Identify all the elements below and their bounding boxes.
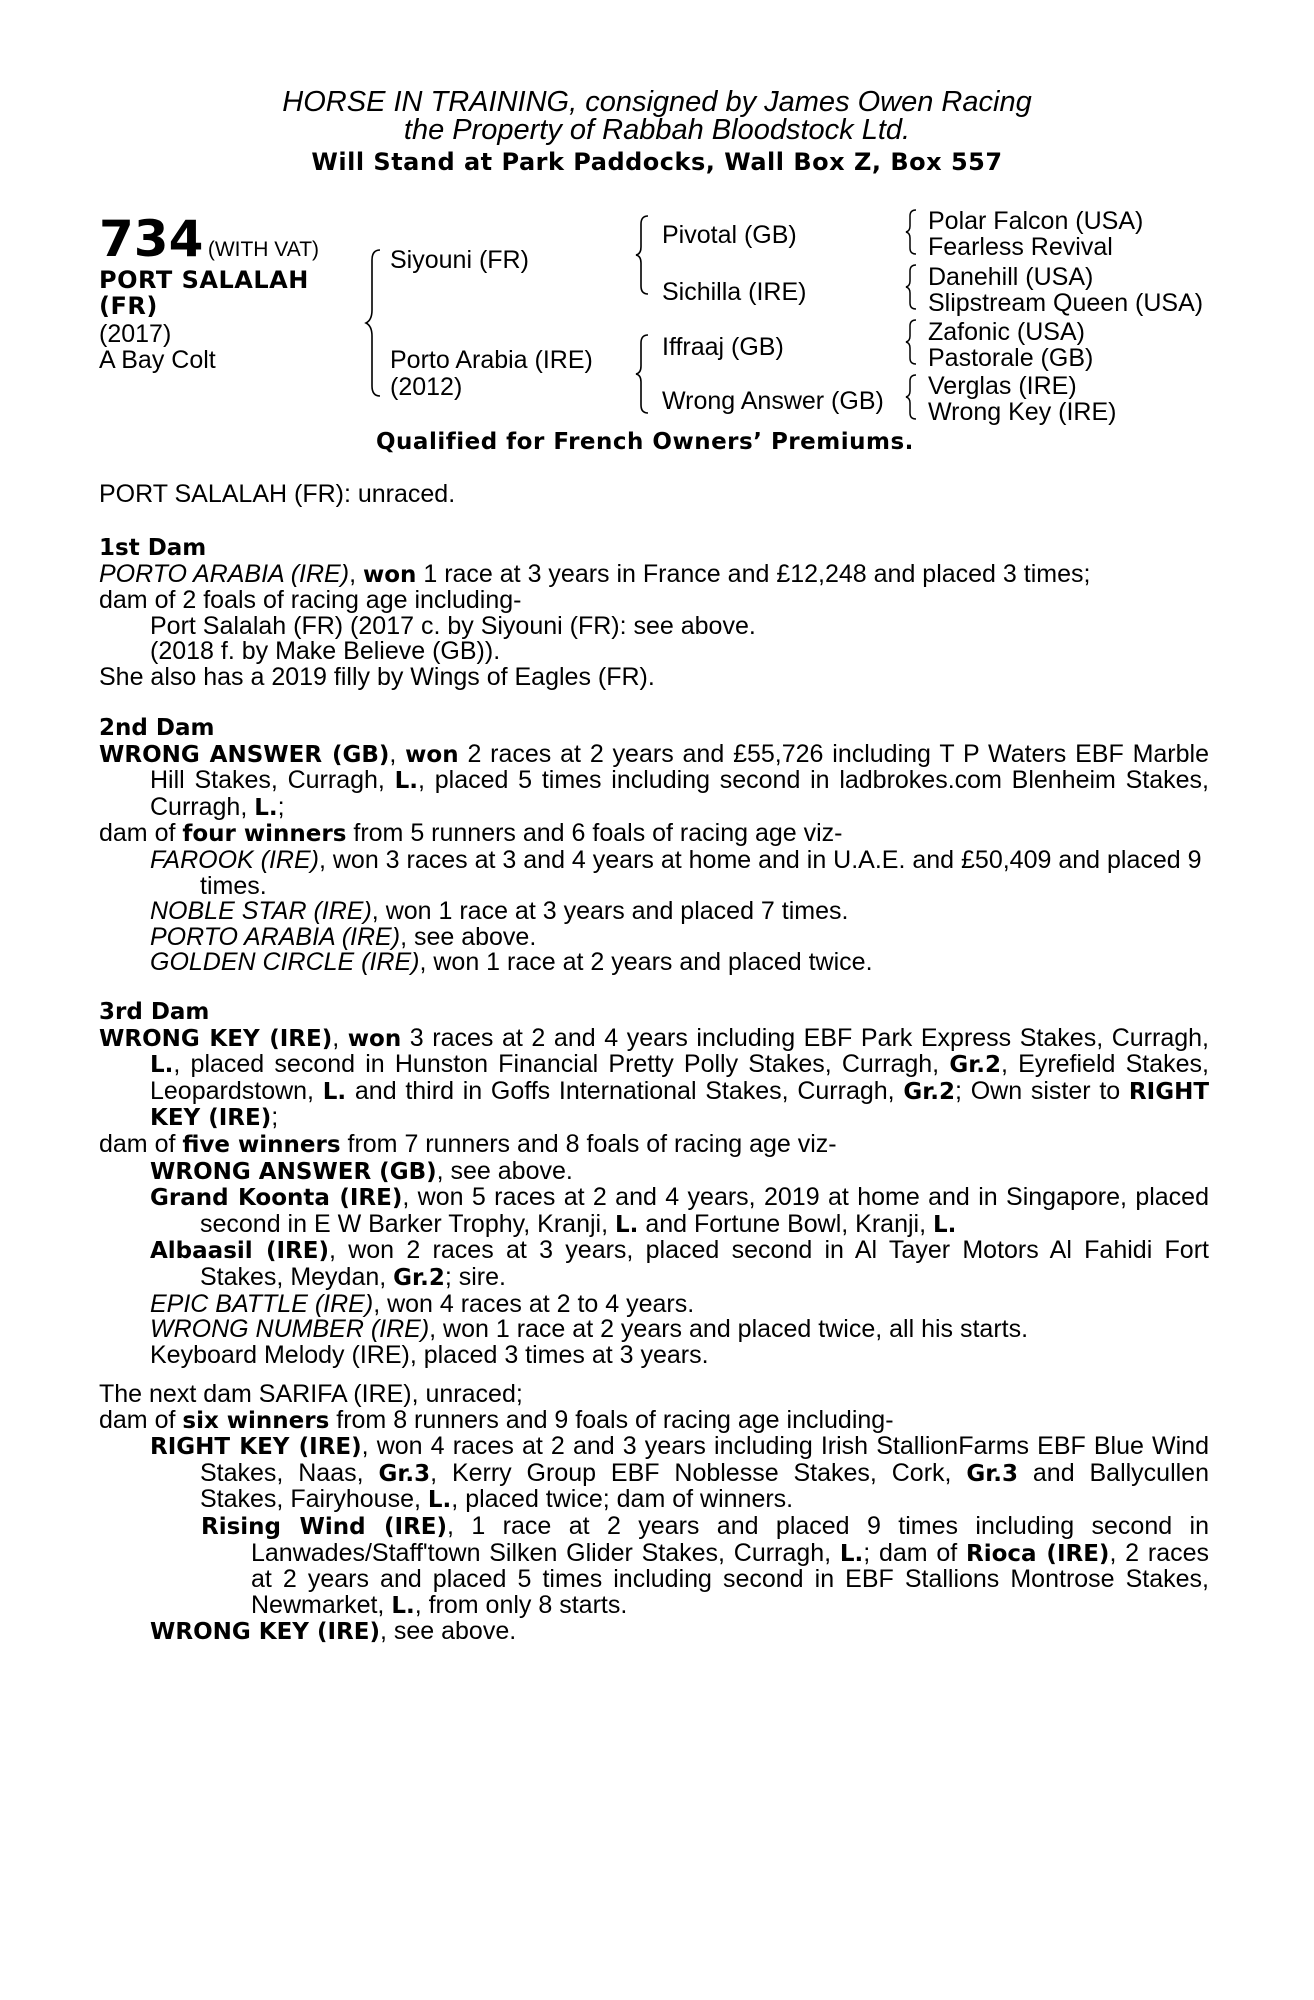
third-dam-heading: 3rd Dam [99, 999, 210, 1025]
progeny-record: , won 1 race at 3 years and placed 7 times. [371, 897, 849, 926]
progeny-name: PORTO ARABIA (IRE) [150, 922, 401, 951]
progeny-entry [99, 922, 1209, 951]
first-dam-produce-line: dam of 2 foals of racing age including- [99, 586, 522, 615]
pedigree-g5: Zafonic (USA) [928, 318, 1085, 346]
progeny-record: , 2 races at 2 years and placed 5 times including second in EBF Stallions Montrose Stakes, Newmarket, [251, 1538, 1209, 1619]
progeny-record: ; dam of [863, 1538, 967, 1567]
pedigree-sire-sire: Pivotal (GB) [662, 221, 797, 249]
lot-number: 734 [99, 210, 204, 268]
progeny-name: Grand Koonta (IRE) [150, 1185, 403, 1212]
header-property: the Property of Rabbah Bloodstock Ltd. [403, 114, 911, 146]
progeny-name: WRONG ANSWER (GB) [150, 1158, 437, 1185]
pedigree-brace-g4 [906, 373, 920, 421]
winners-count: four winners [182, 821, 347, 848]
progeny-entry [99, 1619, 1209, 1646]
foaling-year: (2017) [99, 320, 172, 348]
progeny-entry [99, 1185, 1209, 1238]
fourth-dam-line: The next dam SARIFA (IRE), unraced; [99, 1380, 523, 1408]
first-dam-note: She also has a 2019 filly by Wings of Eagles (FR). [99, 662, 655, 691]
first-dam-foal: (2018 f. by Make Believe (GB)). [150, 637, 501, 666]
sibling-name: RIGHT KEY (IRE) [150, 1078, 1210, 1132]
pedigree-brace-main [366, 248, 386, 398]
pedigree-sire-dam: Sichilla (IRE) [662, 278, 807, 306]
pedigree-sire: Siyouni (FR) [390, 246, 529, 274]
third-dam-section [99, 1000, 1209, 1368]
progeny-entry [99, 1238, 1209, 1291]
pedigree-dam-year: (2012) [390, 373, 463, 401]
progeny-entry [99, 899, 1209, 925]
produce-text: dam of [99, 1405, 183, 1434]
horse-name: PORT SALALAH [99, 266, 309, 294]
race-grade: L. [322, 1078, 347, 1105]
first-dam-section [99, 536, 1209, 691]
progeny-record: , won 4 races at 2 and 3 years including Irish StallionFarms EBF Blue Wind Stakes, Naas, [200, 1432, 1209, 1487]
progeny-entry [99, 1317, 1209, 1343]
record-text: , placed 5 times including second in ladbrokes.com Blenheim Stakes, Curragh, [150, 766, 1209, 821]
produce-text: from 7 runners and 8 foals of racing age viz- [340, 1129, 837, 1158]
record-text: ; [277, 792, 285, 821]
first-dam-heading: 1st Dam [99, 535, 207, 561]
race-grade: L. [614, 1211, 639, 1238]
vat-label: (WITH VAT) [207, 238, 320, 261]
progeny-name: Albaasil (IRE) [150, 1238, 329, 1265]
progeny-name: Rioca (IRE) [966, 1540, 1110, 1567]
race-grade: Gr.2 [393, 1264, 445, 1291]
horse-description: A Bay Colt [99, 346, 216, 374]
second-dam-heading: 2nd Dam [99, 715, 215, 741]
race-record: PORT SALALAH (FR): unraced. [99, 480, 456, 508]
progeny-name: GOLDEN CIRCLE (IRE) [150, 948, 420, 977]
first-dam-line: PORTO ARABIA (IRE), won 1 race at 3 years in France and £12,248 and placed 3 times; [99, 559, 1091, 588]
progeny-name: NOBLE STAR (IRE) [150, 897, 372, 926]
progeny-record: , won 2 races at 3 years, placed second in Al Tayer Motors Al Fahidi Fort Stakes, Meydan, [200, 1236, 1209, 1291]
pedigree-g8: Wrong Key (IRE) [928, 398, 1117, 426]
first-dam-foal: Port Salalah (FR) (2017 c. by Siyouni (FR): see above. [150, 611, 756, 640]
produce-text: from 5 runners and 6 foals of racing age viz- [346, 819, 843, 848]
record-text: 3 races at 2 and 4 years including EBF Park Express Stakes, Curragh, [401, 1023, 1209, 1052]
produce-text: dam of [99, 819, 183, 848]
race-grade: L. [932, 1211, 957, 1238]
race-grade: L. [150, 1052, 174, 1079]
pedigree-brace-g3 [906, 318, 920, 366]
third-dam-line: WRONG KEY (IRE), won 3 races at 2 and 4 years including EBF Park Express Stakes, Curragh, L., placed second in Hunston Financial Pretty Polly Stakes, Curragh, Gr.2, Eyrefield Stakes, Leopardstown, L. and third in Goffs International Stakes, Curragh, Gr.2; Own sister to RIGHT KEY (IRE); [99, 1023, 1210, 1132]
race-grade: L. [839, 1540, 864, 1567]
third-dam-produce-line [99, 1129, 1209, 1159]
pedigree-dam-dam: Wrong Answer (GB) [662, 387, 884, 415]
qualified-note: Qualified for French Owners’ Premiums. [376, 429, 914, 455]
second-dam-section [99, 716, 1209, 976]
progeny-record: and Fortune Bowl, Kranji, [638, 1209, 933, 1238]
progeny-name: Rising Wind (IRE) [201, 1513, 448, 1540]
race-grade: L. [394, 768, 419, 795]
progeny-record: , won 4 races at 2 to 4 years. [373, 1289, 695, 1318]
progeny-record: and Ballycullen Stakes, Fairyhouse, [200, 1458, 1209, 1514]
race-grade: L. [427, 1487, 452, 1514]
progeny-entry [99, 1434, 1209, 1514]
pedigree-g2: Fearless Revival [928, 233, 1113, 261]
progeny-record: , won 3 races at 3 and 4 years at home and in U.A.E. and £50,409 and placed 9 times. [200, 845, 1202, 900]
progeny-name: WRONG NUMBER (IRE) [150, 1315, 430, 1344]
progeny-record: , see above. [400, 922, 537, 951]
pedigree-brace-g2 [906, 263, 920, 311]
pedigree-brace-sire [636, 214, 654, 296]
progeny-entry [99, 950, 1209, 976]
pedigree-g6: Pastorale (GB) [928, 344, 1094, 372]
lot-number-block [99, 210, 319, 268]
produce-text: dam of [99, 1129, 183, 1158]
pedigree-g4: Slipstream Queen (USA) [928, 289, 1204, 317]
won-label: won [347, 1025, 402, 1052]
record-text: and third in Goffs International Stakes, Curragh, [346, 1076, 904, 1105]
fourth-dam-section [99, 1382, 1209, 1646]
record-text: , placed second in Hunston Financial Pretty Polly Stakes, Curragh, [173, 1050, 950, 1079]
progeny-record: , 1 race at 2 years and placed 9 times including second in Lanwades/Staff'town Silken Glider Stakes, Curragh, [251, 1511, 1209, 1567]
pedigree-dam-sire: Iffraaj (GB) [662, 333, 784, 361]
second-dam-produce-line [99, 821, 1209, 848]
second-dam-line: WRONG ANSWER (GB), won 2 races at 2 years and £55,726 including T P Waters EBF Marble Hill Stakes, Curragh, L., placed 5 times including second in ladbrokes.com Blenheim Stakes, Curragh, L.; [99, 739, 1209, 821]
pedigree-g1: Polar Falcon (USA) [928, 207, 1144, 235]
progeny-name: FAROOK (IRE) [150, 845, 319, 874]
won-label: won [362, 561, 417, 588]
progeny-entry [99, 1156, 1209, 1186]
race-grade: Gr.3 [966, 1460, 1019, 1487]
progeny-name: EPIC BATTLE (IRE) [150, 1289, 374, 1318]
third-dam-name: WRONG KEY (IRE) [99, 1025, 333, 1052]
race-grade: Gr.3 [378, 1460, 431, 1487]
produce-text: from 8 runners and 9 foals of racing age including- [329, 1405, 894, 1434]
record-text: ; [271, 1103, 279, 1132]
pedigree-brace-g1 [906, 208, 920, 256]
progeny-record: , see above. [436, 1156, 573, 1185]
header-location: Will Stand at Park Paddocks, Wall Box Z, Box 557 [311, 148, 1003, 176]
record-text: ; Own sister to [955, 1076, 1129, 1105]
race-grade: L. [391, 1592, 415, 1619]
progeny-name: RIGHT KEY (IRE) [150, 1434, 362, 1461]
record-text: 2 races at 2 years and £55,726 including T P Waters EBF Marble Hill Stakes, Curragh, [150, 739, 1209, 795]
progeny-entry: Keyboard Melody (IRE), placed 3 times at 3 years. [150, 1340, 709, 1369]
progeny-record: , won 5 races at 2 and 4 years, 2019 at home and in Singapore, placed second in E W Barker Trophy, Kranji, [200, 1183, 1209, 1238]
progeny-record: , see above. [379, 1617, 517, 1646]
pedigree-dam: Porto Arabia (IRE) [390, 346, 593, 374]
record-text: , Eyrefield Stakes, Leopardstown, [150, 1050, 1209, 1105]
winners-count: six winners [182, 1407, 330, 1434]
race-grade: Gr.2 [903, 1078, 956, 1105]
progeny-entry [99, 1511, 1209, 1619]
header-consignor: HORSE IN TRAINING, consigned by James Owen Racing [282, 86, 1032, 118]
progeny-record: , from only 8 starts. [414, 1590, 628, 1619]
horse-name-country: (FR) [99, 292, 158, 320]
progeny-record: ; sire. [444, 1262, 506, 1291]
winners-count: five winners [182, 1131, 341, 1158]
pedigree-g7: Verglas (IRE) [928, 372, 1077, 400]
won-label: won [405, 741, 459, 768]
pedigree-brace-dam [636, 333, 654, 415]
second-dam-name: WRONG ANSWER (GB) [99, 741, 390, 768]
progeny-name: WRONG KEY (IRE) [150, 1619, 380, 1646]
progeny-record: , placed twice; dam of winners. [451, 1485, 794, 1514]
first-dam-name: PORTO ARABIA (IRE) [99, 559, 350, 588]
pedigree-g3: Danehill (USA) [928, 263, 1094, 291]
progeny-entry [99, 1289, 1209, 1318]
race-grade: L. [254, 794, 278, 821]
progeny-entry [99, 845, 1209, 900]
race-grade: Gr.2 [949, 1052, 1002, 1079]
first-dam-record: 1 race at 3 years in France and £12,248 and placed 3 times; [416, 559, 1091, 588]
progeny-record: , won 1 race at 2 years and placed twice, all his starts. [429, 1315, 1029, 1344]
progeny-record: , won 1 race at 2 years and placed twice. [419, 948, 873, 977]
progeny-record: , Kerry Group EBF Noblesse Stakes, Cork, [430, 1458, 967, 1487]
fourth-dam-produce-line [99, 1405, 1209, 1435]
